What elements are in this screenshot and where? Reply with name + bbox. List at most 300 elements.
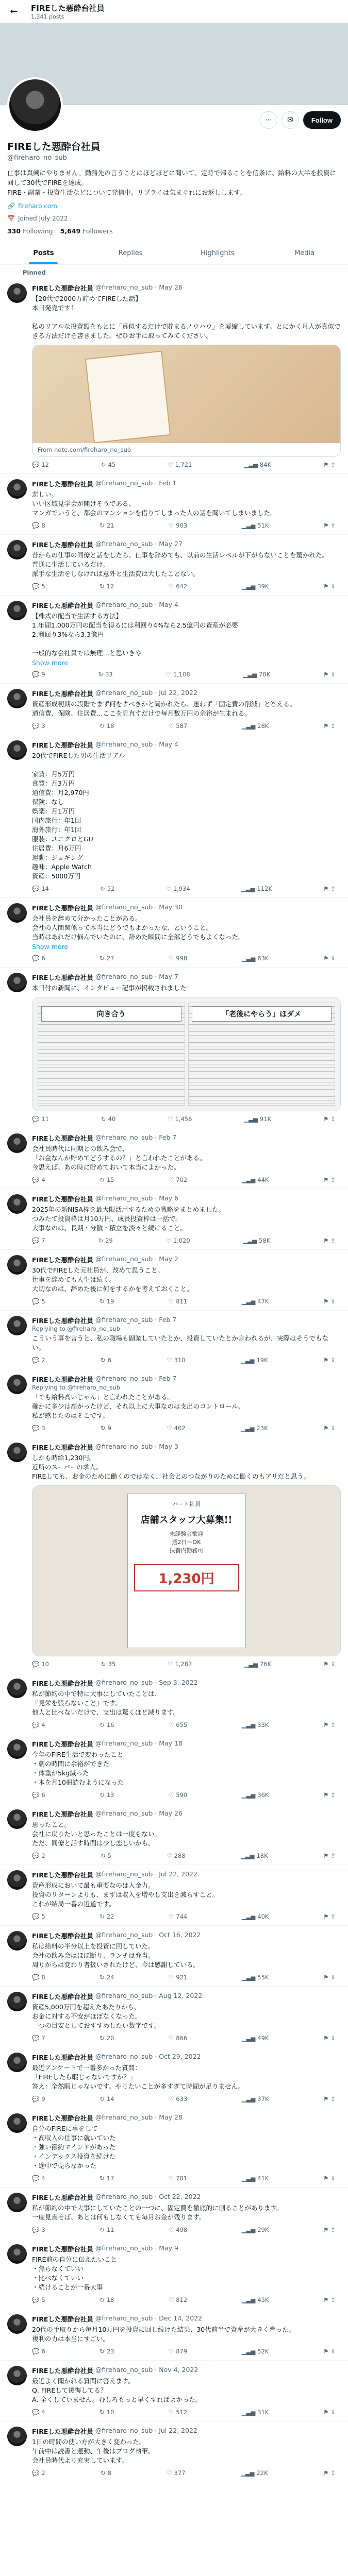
reply-button[interactable] xyxy=(32,2035,45,2042)
views-button[interactable] xyxy=(242,2175,269,2182)
views-count: 29K xyxy=(257,2226,269,2233)
like-button[interactable] xyxy=(168,461,192,468)
post-container xyxy=(0,684,348,735)
post[interactable] xyxy=(0,2188,348,2239)
bookmark-icon[interactable]: ⚑ xyxy=(323,2175,329,2182)
bookmark-icon[interactable]: ⚑ xyxy=(323,1974,329,1981)
post-author-name[interactable]: FIREした悪酔台社員 xyxy=(32,2367,93,2375)
repost-button[interactable] xyxy=(100,2035,114,2042)
avatar[interactable] xyxy=(7,2244,27,2264)
repost-button[interactable] xyxy=(100,2296,114,2303)
repost-button[interactable] xyxy=(100,1791,114,1799)
reply-button[interactable] xyxy=(32,2175,45,2182)
bookmark-icon[interactable]: ⚑ xyxy=(323,671,329,678)
avatar[interactable] xyxy=(7,1679,27,1698)
repost-button[interactable] xyxy=(101,1357,111,1364)
post[interactable] xyxy=(0,1189,348,1250)
like-button[interactable] xyxy=(169,1298,187,1305)
reply-button[interactable] xyxy=(32,1913,45,1920)
header-name: FIREした悪酔台社員 xyxy=(31,4,105,13)
reply-button[interactable] xyxy=(32,2226,45,2233)
bookmark-icon[interactable]: ⚑ xyxy=(323,1425,329,1432)
post-author-name[interactable]: FIREした悪酔台社員 xyxy=(32,2194,93,2201)
post-media-newspaper[interactable] xyxy=(32,997,341,1111)
like-button[interactable] xyxy=(169,2095,187,2103)
like-button[interactable] xyxy=(167,1852,185,1859)
repost-button[interactable] xyxy=(100,2409,114,2416)
avatar[interactable] xyxy=(7,903,27,923)
post-author-name[interactable]: FIREした悪酔台社員 xyxy=(32,2245,93,2253)
reply-button[interactable] xyxy=(32,1425,45,1432)
avatar[interactable] xyxy=(7,2113,27,2133)
reply-button[interactable] xyxy=(32,1660,49,1668)
post-author-name[interactable]: FIREした悪酔台社員 xyxy=(32,1444,93,1451)
like-button[interactable] xyxy=(169,583,187,590)
avatar[interactable] xyxy=(7,1194,27,1214)
avatar[interactable] xyxy=(7,1809,27,1829)
post-author-name[interactable]: FIREした悪酔台社員 xyxy=(32,690,93,698)
repost-icon: ↻ xyxy=(100,2095,105,2103)
show-more-link[interactable]: Show more xyxy=(32,943,69,951)
reply-icon: 💬 xyxy=(32,1357,40,1364)
like-button[interactable] xyxy=(169,2348,187,2355)
repost-button[interactable] xyxy=(101,2469,111,2477)
bookmark-icon[interactable]: ⚑ xyxy=(323,722,329,730)
post-actions xyxy=(32,2469,341,2477)
post-body xyxy=(32,2366,341,2416)
post[interactable] xyxy=(0,535,348,596)
reply-button[interactable] xyxy=(32,1298,45,1305)
post-body xyxy=(32,601,341,678)
post-author-name[interactable]: FIREした悪酔台社員 xyxy=(32,1932,93,1940)
views-button[interactable] xyxy=(243,1237,271,1244)
post[interactable] xyxy=(0,2309,348,2361)
following-count[interactable]: 330 Following xyxy=(7,227,53,235)
reply-button[interactable] xyxy=(32,1357,45,1364)
repost-button[interactable] xyxy=(100,1298,114,1305)
avatar[interactable] xyxy=(7,689,27,708)
reply-button[interactable] xyxy=(32,671,45,678)
reposts-count: 40 xyxy=(108,1115,116,1123)
bookmark-icon[interactable]: ⚑ xyxy=(323,2469,329,2477)
avatar[interactable] xyxy=(7,973,27,992)
bookmark-icon[interactable]: ⚑ xyxy=(323,522,329,529)
back-arrow-icon[interactable]: ← xyxy=(10,6,18,17)
tab-media[interactable]: Media xyxy=(294,249,315,257)
avatar[interactable] xyxy=(7,1316,27,1335)
followers-count[interactable]: 5,649 Followers xyxy=(60,227,113,235)
show-more-link[interactable]: Show more xyxy=(32,659,69,667)
share-icon[interactable]: ⇪ xyxy=(330,2296,336,2303)
bookmark-icon[interactable]: ⚑ xyxy=(323,2095,329,2103)
views-button[interactable] xyxy=(241,1425,268,1432)
bookmark-icon[interactable]: ⚑ xyxy=(323,1237,329,1244)
media-caption[interactable]: From note.com/fireharo_no_sub xyxy=(38,446,131,453)
views-button[interactable] xyxy=(242,722,269,730)
share-icon[interactable]: ⇪ xyxy=(330,885,336,892)
views-button[interactable] xyxy=(241,885,272,892)
post-body xyxy=(32,2053,341,2103)
post-meta: @fireharo_no_sub · Dec 14, 2022 xyxy=(95,2314,203,2322)
follow-button[interactable]: Follow xyxy=(303,111,341,129)
post-actions xyxy=(32,2035,341,2042)
bookmark-icon[interactable]: ⚑ xyxy=(323,1357,329,1364)
views-button[interactable] xyxy=(241,2469,268,2477)
reposts-count: 17 xyxy=(106,2175,114,2182)
like-button[interactable] xyxy=(169,955,187,962)
like-button[interactable] xyxy=(169,1176,187,1183)
share-icon[interactable]: ⇪ xyxy=(330,2469,336,2477)
views-button[interactable] xyxy=(242,1791,269,1799)
bookmark-icon[interactable]: ⚑ xyxy=(323,2226,329,2233)
repost-button[interactable] xyxy=(100,955,114,962)
reply-button[interactable] xyxy=(32,2469,45,2477)
repost-button[interactable] xyxy=(100,2175,114,2182)
post-tail-actions xyxy=(323,955,336,962)
avatar[interactable] xyxy=(7,1255,27,1275)
bookmark-icon[interactable]: ⚑ xyxy=(323,1913,329,1920)
post[interactable] xyxy=(0,1734,348,1804)
reply-button[interactable] xyxy=(32,583,45,590)
like-button[interactable] xyxy=(166,671,190,678)
views-count: 91K xyxy=(259,1115,272,1123)
views-button[interactable] xyxy=(242,2409,269,2416)
bookmark-icon[interactable]: ⚑ xyxy=(323,583,329,590)
post-author-name[interactable]: FIREした悪酔台社員 xyxy=(32,2054,93,2061)
reply-icon: 💬 xyxy=(32,1425,40,1432)
share-icon[interactable]: ⇪ xyxy=(330,1237,336,1244)
post-tail-actions xyxy=(323,461,336,468)
share-icon[interactable]: ⇪ xyxy=(330,1913,336,1920)
like-button[interactable] xyxy=(166,1237,190,1244)
post-media-poster[interactable] xyxy=(32,1485,341,1656)
share-icon[interactable]: ⇪ xyxy=(330,1791,336,1799)
share-icon[interactable]: ⇪ xyxy=(330,583,336,590)
repost-button[interactable] xyxy=(101,1852,111,1859)
reply-button[interactable] xyxy=(32,885,49,892)
newspaper-headline: 向き合う xyxy=(41,1006,181,1022)
reply-button[interactable] xyxy=(32,2409,45,2416)
views-button[interactable] xyxy=(242,522,269,529)
like-button[interactable] xyxy=(166,885,190,892)
share-icon[interactable]: ⇪ xyxy=(330,1176,336,1183)
post[interactable] xyxy=(0,684,348,735)
post-container xyxy=(0,596,348,684)
post[interactable] xyxy=(0,1804,348,1865)
share-icon[interactable]: ⇪ xyxy=(330,1425,336,1432)
views-button[interactable] xyxy=(244,1115,271,1123)
share-icon[interactable]: ⇪ xyxy=(330,2175,336,2182)
post-header xyxy=(32,479,341,488)
avatar[interactable] xyxy=(7,2366,27,2385)
repost-icon: ↻ xyxy=(100,1721,105,1728)
reply-button[interactable] xyxy=(32,1176,45,1183)
share-icon[interactable]: ⇪ xyxy=(330,2035,336,2042)
views-button[interactable] xyxy=(241,1852,268,1859)
repost-button[interactable] xyxy=(101,461,115,468)
post-author-name[interactable]: FIREした悪酔台社員 xyxy=(32,602,93,609)
post-header xyxy=(32,740,341,750)
repost-button[interactable] xyxy=(100,583,114,590)
post[interactable] xyxy=(0,2047,348,2108)
repost-button[interactable] xyxy=(101,1660,115,1668)
share-icon[interactable]: ⇪ xyxy=(330,2226,336,2233)
views-button[interactable] xyxy=(242,955,269,962)
post-author-name[interactable]: FIREした悪酔台社員 xyxy=(32,1256,93,1264)
reply-button[interactable] xyxy=(32,1237,45,1244)
like-button[interactable] xyxy=(169,1791,187,1799)
post-container xyxy=(0,1734,348,1804)
reply-button[interactable] xyxy=(32,722,45,730)
share-icon[interactable]: ⇪ xyxy=(330,522,336,529)
share-icon[interactable]: ⇪ xyxy=(330,722,336,730)
post-author-name[interactable]: FIREした悪酔台社員 xyxy=(32,2114,93,2122)
replies-count: 5 xyxy=(41,1913,45,1920)
post[interactable] xyxy=(0,278,348,474)
share-icon[interactable]: ⇪ xyxy=(330,671,336,678)
post-actions xyxy=(32,955,341,962)
reply-button[interactable] xyxy=(32,955,45,962)
views-button[interactable] xyxy=(242,2095,269,2103)
bookmark-icon[interactable]: ⚑ xyxy=(323,1852,329,1859)
like-button[interactable] xyxy=(169,722,187,730)
post[interactable] xyxy=(0,2421,348,2482)
tab-highlights[interactable]: Highlights xyxy=(201,249,235,257)
views-button[interactable] xyxy=(242,1913,269,1920)
reply-button[interactable] xyxy=(32,2095,45,2103)
reply-button[interactable] xyxy=(32,1852,45,1859)
post-author-name[interactable]: FIREした悪酔台社員 xyxy=(32,284,93,292)
post[interactable] xyxy=(0,596,348,684)
repost-button[interactable] xyxy=(100,1176,114,1183)
post-author-name[interactable]: FIREした悪酔台社員 xyxy=(32,974,93,981)
reply-button[interactable] xyxy=(32,1721,45,1728)
share-icon[interactable]: ⇪ xyxy=(330,1660,336,1668)
repost-button[interactable] xyxy=(100,885,114,892)
avatar[interactable] xyxy=(7,740,27,760)
avatar[interactable] xyxy=(7,2193,27,2212)
post-author-name[interactable]: FIREした悪酔台社員 xyxy=(32,2315,93,2323)
reply-button[interactable] xyxy=(32,2348,45,2355)
profile-joined: Joined July 2022 xyxy=(18,215,68,222)
bookmark-icon[interactable]: ⚑ xyxy=(323,1298,329,1305)
post-tail-actions xyxy=(323,1176,336,1183)
repost-button[interactable] xyxy=(100,2348,114,2355)
share-icon[interactable]: ⇪ xyxy=(330,1974,336,1981)
share-icon[interactable]: ⇪ xyxy=(330,1721,336,1728)
post-author-name[interactable]: FIREした悪酔台社員 xyxy=(32,1680,93,1687)
views-button[interactable] xyxy=(242,2226,269,2233)
reply-button[interactable] xyxy=(32,1115,49,1123)
views-button[interactable] xyxy=(242,1721,269,1728)
bookmark-icon[interactable]: ⚑ xyxy=(323,2296,329,2303)
post-header xyxy=(32,1992,341,2001)
repost-button[interactable] xyxy=(100,722,114,730)
repost-button[interactable] xyxy=(100,1974,114,1981)
share-icon[interactable]: ⇪ xyxy=(330,1298,336,1305)
post-author-name[interactable]: FIREした悪酔台社員 xyxy=(32,1871,93,1879)
like-button[interactable] xyxy=(169,2226,187,2233)
post-container xyxy=(0,1804,348,1865)
reply-button[interactable] xyxy=(32,522,45,529)
share-icon[interactable]: ⇪ xyxy=(330,955,336,962)
post-author-name[interactable]: FIREした悪酔台社員 xyxy=(32,1317,93,1325)
like-button[interactable] xyxy=(167,1357,185,1364)
reply-button[interactable] xyxy=(32,2296,45,2303)
avatar[interactable] xyxy=(7,2314,27,2334)
post[interactable] xyxy=(0,2361,348,2421)
avatar[interactable] xyxy=(7,601,27,620)
post-author-name[interactable]: FIREした悪酔台社員 xyxy=(32,541,93,549)
replies-count: 5 xyxy=(41,2296,45,2303)
post[interactable] xyxy=(0,1128,348,1189)
avatar[interactable] xyxy=(7,479,27,499)
post[interactable] xyxy=(0,1250,348,1311)
profile-avatar[interactable] xyxy=(7,77,63,133)
repost-button[interactable] xyxy=(101,1115,115,1123)
views-button[interactable] xyxy=(242,2296,269,2303)
views-button[interactable] xyxy=(242,1176,269,1183)
like-button[interactable] xyxy=(169,1913,187,1920)
like-button[interactable] xyxy=(169,2175,187,2182)
views-button[interactable] xyxy=(242,2348,269,2355)
post-author-name[interactable]: FIREした悪酔台社員 xyxy=(32,1376,93,1383)
post-container xyxy=(0,2239,348,2309)
like-button[interactable] xyxy=(169,2409,187,2416)
post[interactable] xyxy=(0,2239,348,2309)
repost-button[interactable] xyxy=(100,2226,114,2233)
views-button[interactable] xyxy=(242,583,269,590)
avatar[interactable] xyxy=(7,283,27,303)
post-tail-actions xyxy=(323,2409,336,2416)
avatar[interactable] xyxy=(7,2427,27,2446)
post[interactable] xyxy=(0,968,348,1128)
like-button[interactable] xyxy=(169,1721,187,1728)
bookmark-icon[interactable]: ⚑ xyxy=(323,1115,329,1123)
message-icon[interactable]: ✉ xyxy=(281,111,299,129)
post[interactable] xyxy=(0,898,348,968)
reply-button[interactable] xyxy=(32,461,49,468)
like-button[interactable] xyxy=(168,1115,192,1123)
more-options-icon[interactable]: ⋯ xyxy=(260,111,277,129)
views-button[interactable] xyxy=(242,1298,269,1305)
like-button[interactable] xyxy=(168,1660,192,1668)
tab-replies[interactable]: Replies xyxy=(118,249,143,257)
avatar[interactable] xyxy=(7,1739,27,1759)
post[interactable] xyxy=(0,735,348,898)
post-author-name[interactable]: FIREした悪酔台社員 xyxy=(32,904,93,912)
views-button[interactable] xyxy=(242,2035,269,2042)
repost-button[interactable] xyxy=(98,671,112,678)
post-author-name[interactable]: FIREした悪酔台社員 xyxy=(32,480,93,488)
like-button[interactable] xyxy=(167,2469,185,2477)
views-count: 19K xyxy=(256,1357,268,1364)
repost-button[interactable] xyxy=(100,2095,114,2103)
like-button[interactable] xyxy=(169,1974,187,1981)
views-button[interactable] xyxy=(241,1357,268,1364)
repost-button[interactable] xyxy=(100,522,114,529)
views-button[interactable] xyxy=(244,461,271,468)
views-button[interactable] xyxy=(244,1660,271,1668)
share-icon[interactable]: ⇪ xyxy=(330,1357,336,1364)
bookmark-icon[interactable]: ⚑ xyxy=(323,2348,329,2355)
bookmark-icon[interactable]: ⚑ xyxy=(323,955,329,962)
post[interactable] xyxy=(0,1865,348,1926)
views-button[interactable] xyxy=(243,671,271,678)
poster-subtitle: パート社員 xyxy=(172,1501,201,1507)
bookmark-icon[interactable]: ⚑ xyxy=(323,461,329,468)
repost-button[interactable] xyxy=(98,1237,112,1244)
post-media-book[interactable] xyxy=(32,345,341,457)
share-icon[interactable]: ⇪ xyxy=(330,1115,336,1123)
views-button[interactable] xyxy=(242,1974,269,1981)
profile-link[interactable]: fireharo.com xyxy=(18,202,57,210)
share-icon[interactable]: ⇪ xyxy=(330,2409,336,2416)
like-button[interactable] xyxy=(169,2035,187,2042)
share-icon[interactable]: ⇪ xyxy=(330,1852,336,1859)
avatar[interactable] xyxy=(7,540,27,560)
post[interactable] xyxy=(0,1987,348,2047)
tab-posts[interactable]: Posts xyxy=(0,242,87,264)
post-author-name[interactable]: FIREした悪酔台社員 xyxy=(32,1195,93,1203)
reply-button[interactable] xyxy=(32,1974,45,1981)
avatar[interactable] xyxy=(7,1443,27,1462)
reply-button[interactable] xyxy=(32,1791,45,1799)
like-icon: ♡ xyxy=(167,1852,172,1859)
avatar[interactable] xyxy=(7,1931,27,1951)
post[interactable] xyxy=(0,474,348,535)
post-author-name[interactable]: FIREした悪酔台社員 xyxy=(32,2428,93,2435)
post[interactable] xyxy=(0,1673,348,1734)
repost-button[interactable] xyxy=(101,1425,111,1432)
reply-to: Replying to @fireharo_no_sub xyxy=(32,1325,121,1332)
bookmark-icon[interactable]: ⚑ xyxy=(323,2409,329,2416)
post-text: 最近よく聞かれる質問に答えます。 Q. FIREして後悔してる？ A. 全くしていません。むしろもっと早くすればよかった。 xyxy=(32,2377,202,2403)
views-icon: ▁▃▅ xyxy=(241,583,256,590)
like-button[interactable] xyxy=(167,1425,185,1432)
post-author-name[interactable]: FIREした悪酔台社員 xyxy=(32,1134,93,1142)
repost-button[interactable] xyxy=(100,1721,114,1728)
repost-button[interactable] xyxy=(100,1913,114,1920)
bookmark-icon[interactable]: ⚑ xyxy=(323,2035,329,2042)
post-author-name[interactable]: FIREした悪酔台社員 xyxy=(32,1810,93,1818)
avatar[interactable] xyxy=(7,1870,27,1890)
like-button[interactable] xyxy=(169,2296,187,2303)
bookmark-icon[interactable]: ⚑ xyxy=(323,1660,329,1668)
post[interactable] xyxy=(0,1369,348,1437)
avatar[interactable] xyxy=(7,1375,27,1394)
bookmark-icon[interactable]: ⚑ xyxy=(323,1176,329,1183)
post-author-name[interactable]: FIREした悪酔台社員 xyxy=(32,741,93,749)
avatar[interactable] xyxy=(7,2053,27,2072)
bookmark-icon[interactable]: ⚑ xyxy=(323,1721,329,1728)
share-icon[interactable]: ⇪ xyxy=(330,2348,336,2355)
post[interactable] xyxy=(0,1926,348,1987)
like-button[interactable] xyxy=(169,522,187,529)
bookmark-icon[interactable]: ⚑ xyxy=(323,885,329,892)
post-author-name[interactable]: FIREした悪酔台社員 xyxy=(32,1993,93,2001)
share-icon[interactable]: ⇪ xyxy=(330,2095,336,2103)
avatar[interactable] xyxy=(7,1992,27,2011)
share-icon[interactable]: ⇪ xyxy=(330,461,336,468)
avatar[interactable] xyxy=(7,1133,27,1153)
reposts-count: 15 xyxy=(106,1176,114,1183)
post-author-name[interactable]: FIREした悪酔台社員 xyxy=(32,1740,93,1748)
post[interactable] xyxy=(0,2108,348,2188)
post[interactable] xyxy=(0,1311,348,1369)
post[interactable] xyxy=(0,1437,348,1673)
bookmark-icon[interactable]: ⚑ xyxy=(323,1791,329,1799)
